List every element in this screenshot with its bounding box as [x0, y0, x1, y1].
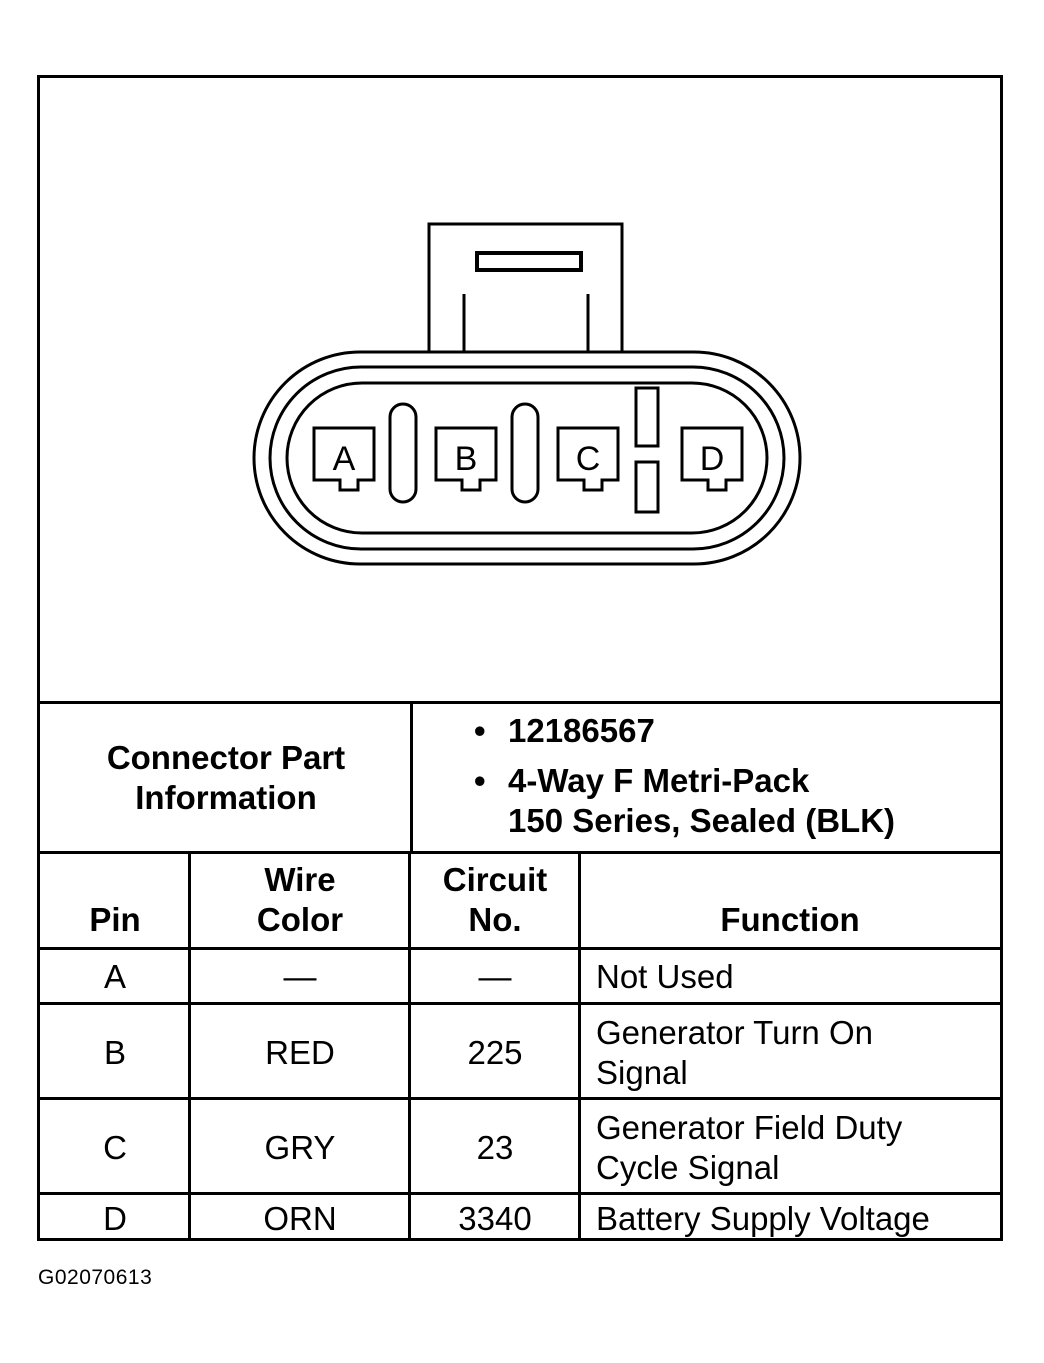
- pin-label-d: D: [699, 440, 725, 478]
- connector-part-info: [40, 703, 1000, 853]
- bullet-icon: •: [474, 712, 486, 749]
- circuit-cell: 23: [476, 1129, 514, 1166]
- divider: [40, 947, 1000, 950]
- header-wire-color-line1: Wire: [264, 861, 336, 898]
- pin-label-a: A: [332, 440, 356, 478]
- part-number-bullet: [468, 711, 998, 751]
- header-circuit-line2: No.: [468, 901, 522, 938]
- divider: [40, 1002, 1000, 1005]
- connector-type-line1: 4-Way F Metri-Pack: [508, 762, 810, 799]
- part-info-label-line2: Information: [135, 779, 317, 816]
- header-function: Function: [720, 901, 860, 938]
- function-cell: [596, 1108, 996, 1188]
- divider: [40, 851, 1000, 854]
- diagram-frame: [37, 75, 1003, 1241]
- circuit-cell: 3340: [458, 1200, 532, 1237]
- divider: [40, 1097, 1000, 1100]
- wire-color-cell: RED: [265, 1034, 335, 1071]
- part-info-bullets: [468, 711, 998, 851]
- circuit-cell: —: [478, 958, 512, 995]
- part-info-label: [40, 703, 412, 853]
- function-line1: Generator Field Duty: [596, 1109, 903, 1146]
- wire-color-cell: —: [283, 958, 317, 995]
- function-cell: [596, 1013, 996, 1093]
- divider: [408, 853, 411, 1241]
- part-number: 12186567: [508, 712, 655, 749]
- figure-id: G02070613: [38, 1266, 153, 1289]
- pin-cell: B: [103, 1034, 126, 1071]
- header-wire-color-line2: Color: [256, 901, 344, 938]
- divider: [40, 1192, 1000, 1195]
- function-cell: Not Used: [596, 958, 734, 995]
- bullet-icon: •: [474, 762, 486, 799]
- pin-cell: D: [103, 1200, 127, 1237]
- header-pin: Pin: [89, 901, 141, 938]
- circuit-cell: 225: [467, 1034, 523, 1071]
- pin-label-b: B: [454, 440, 478, 478]
- locking-tab: [429, 224, 622, 354]
- function-line2: Signal: [596, 1054, 688, 1091]
- divider: [410, 703, 413, 853]
- wire-color-cell: ORN: [263, 1200, 337, 1237]
- divider: [188, 853, 191, 1241]
- pin-cell: A: [103, 958, 126, 995]
- header-wire-color: [190, 860, 410, 940]
- divider: [578, 853, 581, 1241]
- wire-color-cell: GRY: [264, 1129, 336, 1166]
- connector-face-drawing: [40, 78, 1000, 703]
- part-info-label-line1: Connector Part: [106, 739, 346, 776]
- connector-type-line2: 150 Series, Sealed (BLK): [508, 802, 896, 839]
- function-line2: Cycle Signal: [596, 1149, 780, 1186]
- header-circuit-line1: Circuit: [442, 861, 548, 898]
- header-circuit-no: [410, 860, 580, 940]
- function-cell: Battery Supply Voltage: [596, 1200, 930, 1237]
- function-line1: Generator Turn On: [596, 1014, 873, 1051]
- pin-cell: C: [103, 1129, 127, 1166]
- connector-type-bullet: [468, 761, 998, 841]
- pin-label-c: C: [575, 440, 601, 478]
